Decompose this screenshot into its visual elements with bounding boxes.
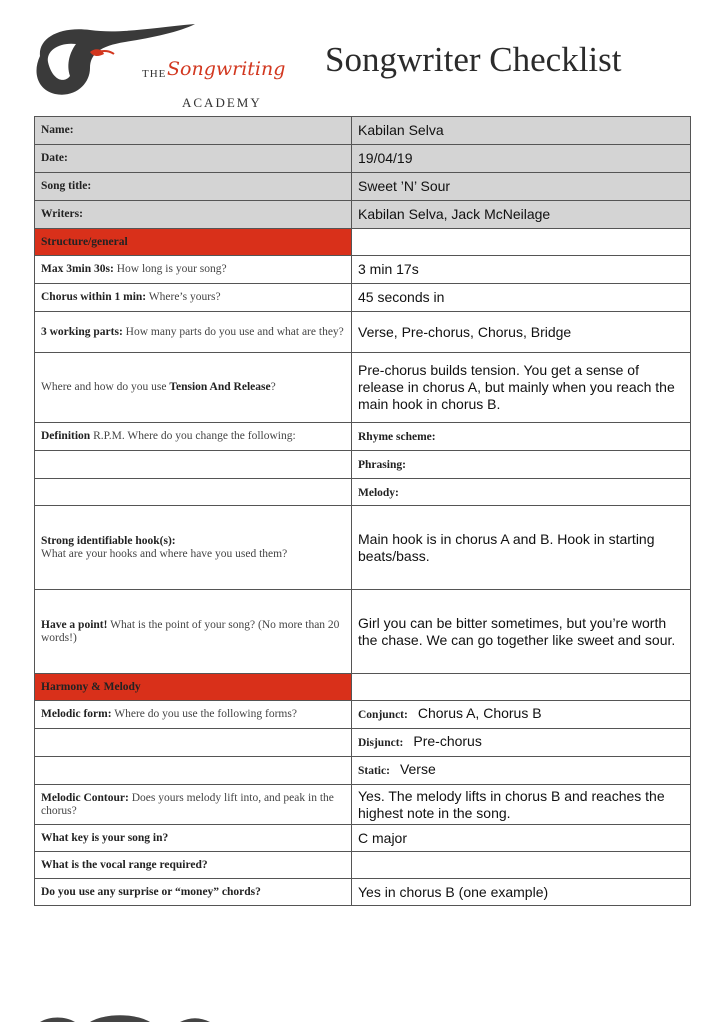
empty-cell	[35, 757, 352, 785]
tension-release-question: Where and how do you use Tension And Release?	[35, 353, 352, 423]
song-point-answer[interactable]: Girl you can be bitter sometimes, but you’re worth the chase. We can go together like sweet and sour.	[352, 590, 691, 674]
name-value[interactable]: Kabilan Selva	[352, 117, 691, 145]
table-row	[35, 201, 691, 229]
logo-songwriting: Songwriting	[167, 58, 286, 80]
checklist-table	[34, 116, 691, 906]
structure-section-header: Structure/general	[35, 229, 352, 256]
max-length-answer[interactable]: 3 min 17s	[352, 256, 691, 284]
harmony-section-empty	[352, 674, 691, 701]
section-row	[35, 229, 691, 256]
key-question: What key is your song in?	[35, 825, 352, 852]
melodic-form-question: Melodic form: Where do you use the following forms?	[35, 701, 352, 729]
disjunct-cell[interactable]	[352, 729, 691, 757]
table-row	[35, 479, 691, 506]
structure-section-empty	[352, 229, 691, 256]
writers-label: Writers:	[35, 201, 352, 229]
table-row	[35, 825, 691, 852]
melody-cell[interactable]	[352, 479, 691, 506]
table-row	[35, 173, 691, 201]
chorus-timing-answer[interactable]: 45 seconds in	[352, 284, 691, 312]
table-row	[35, 590, 691, 674]
song-title-value[interactable]: Sweet ’N’ Sour	[352, 173, 691, 201]
table-row	[35, 312, 691, 353]
date-label: Date:	[35, 145, 352, 173]
date-value[interactable]: 19/04/19	[352, 145, 691, 173]
table-row	[35, 256, 691, 284]
conjunct-label: Conjunct:	[358, 709, 408, 721]
max-length-question: Max 3min 30s: How long is your song?	[35, 256, 352, 284]
name-label: Name:	[35, 117, 352, 145]
static-value: Verse	[399, 761, 436, 777]
hooks-answer[interactable]: Main hook is in chorus A and B. Hook in starting beats/bass.	[352, 506, 691, 590]
table-row	[35, 145, 691, 173]
static-cell[interactable]	[352, 757, 691, 785]
phrasing-cell[interactable]	[352, 451, 691, 479]
table-row	[35, 785, 691, 825]
phrasing-label: Phrasing:	[358, 459, 406, 471]
table-row	[35, 353, 691, 423]
tension-release-answer[interactable]: Pre-chorus builds tension. You get a sense of release in chorus A, but mainly when you reach the main hook in chorus B.	[352, 353, 691, 423]
table-row	[35, 879, 691, 906]
section-row	[35, 674, 691, 701]
rhyme-scheme-label: Rhyme scheme:	[358, 431, 436, 443]
disjunct-label: Disjunct:	[358, 737, 404, 749]
table-row	[35, 701, 691, 729]
song-point-question: Have a point! What is the point of your song? (No more than 20 words!)	[35, 590, 352, 674]
static-label: Static:	[358, 765, 390, 777]
logo-academy: ACADEMY	[182, 95, 262, 110]
melodic-contour-answer[interactable]: Yes. The melody lifts in chorus B and reaches the highest note in the song.	[352, 785, 691, 825]
working-parts-question: 3 working parts: How many parts do you use and what are they?	[35, 312, 352, 353]
hooks-question: Strong identifiable hook(s): What are your hooks and where have you used them?	[35, 506, 352, 590]
money-chords-answer[interactable]: Yes in chorus B (one example)	[352, 879, 691, 906]
melody-label: Melody:	[358, 486, 399, 499]
table-row	[35, 852, 691, 879]
logo-the: THE	[142, 68, 167, 80]
rhyme-scheme-cell[interactable]	[352, 423, 691, 451]
table-row	[35, 423, 691, 451]
table-row	[35, 757, 691, 785]
empty-cell	[35, 479, 352, 506]
melodic-contour-question: Melodic Contour: Does yours melody lift into, and peak in the chorus?	[35, 785, 352, 825]
conjunct-value: Chorus A, Chorus B	[417, 705, 542, 721]
working-parts-answer[interactable]: Verse, Pre-chorus, Chorus, Bridge	[352, 312, 691, 353]
harmony-section-header: Harmony & Melody	[35, 674, 352, 701]
footer-brush-marks	[30, 1010, 230, 1024]
empty-cell	[35, 729, 352, 757]
song-title-label: Song title:	[35, 173, 352, 201]
page-title: Songwriter Checklist	[325, 40, 622, 79]
disjunct-value: Pre-chorus	[413, 733, 482, 749]
table-row	[35, 451, 691, 479]
chorus-timing-question: Chorus within 1 min: Where’s yours?	[35, 284, 352, 312]
vocal-range-answer[interactable]	[352, 852, 691, 879]
table-row	[35, 729, 691, 757]
money-chords-question: Do you use any surprise or “money” chords?	[35, 879, 352, 906]
conjunct-cell[interactable]	[352, 701, 691, 729]
page-header	[0, 0, 724, 112]
table-row	[35, 506, 691, 590]
table-row	[35, 117, 691, 145]
empty-cell	[35, 451, 352, 479]
table-row	[35, 284, 691, 312]
key-answer[interactable]: C major	[352, 825, 691, 852]
writers-value[interactable]: Kabilan Selva, Jack McNeilage	[352, 201, 691, 229]
songwriting-academy-logo	[30, 18, 286, 110]
rpm-question: Definition R.P.M. Where do you change the following:	[35, 423, 352, 451]
vocal-range-question: What is the vocal range required?	[35, 852, 352, 879]
